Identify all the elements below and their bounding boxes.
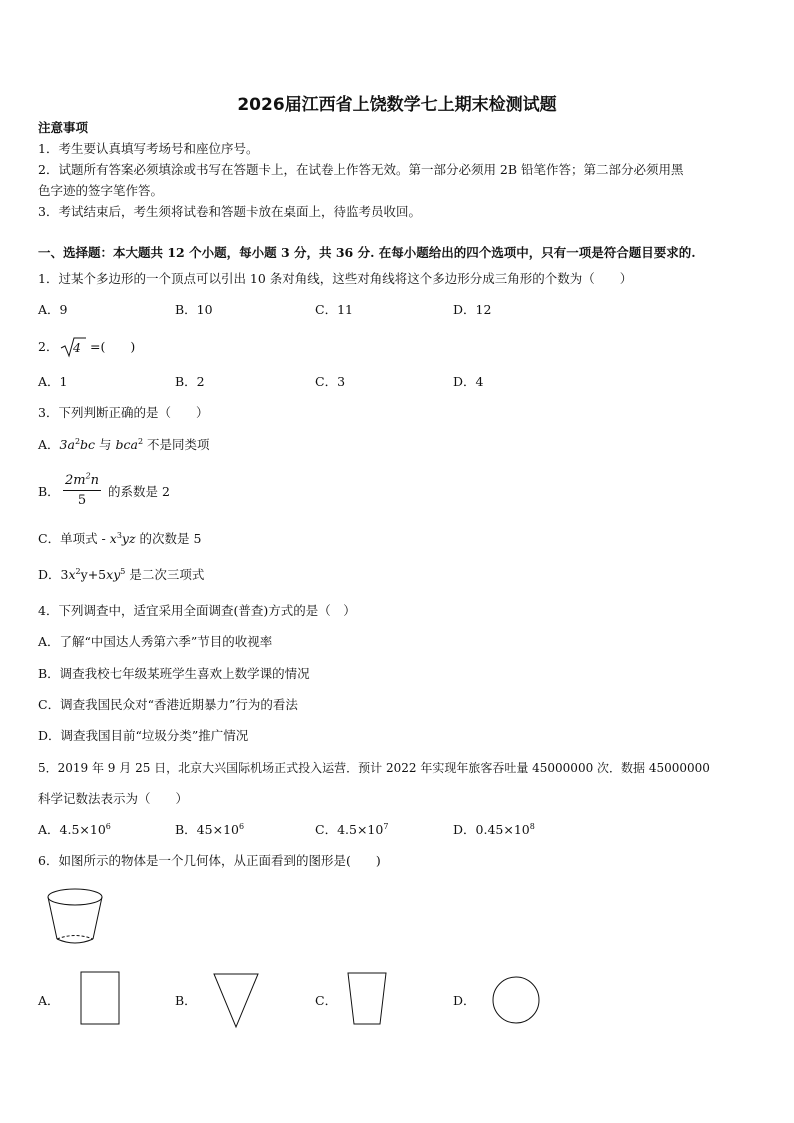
inverted-triangle-shape — [212, 972, 260, 1030]
q3-a-term1: 3a — [59, 437, 75, 452]
q3-option-d — [38, 567, 204, 583]
q3-a-term4: bca — [115, 437, 138, 452]
q3-a-label: A． — [38, 437, 60, 452]
q1-option-d: D．12 — [453, 302, 492, 317]
q3-option-a — [38, 437, 210, 453]
q3-a-exp1: 2 — [74, 436, 81, 446]
q5-option-d — [453, 822, 535, 838]
q2-tail: =( ) — [90, 339, 136, 354]
q3-b-tail: 的系数是 2 — [108, 484, 170, 499]
circle-shape — [491, 975, 541, 1025]
q4-option-c: C．调查我国民众对“香港近期暴力”行为的看法 — [38, 697, 298, 712]
q4-option-b: B．调查我校七年级某班学生喜欢上数学课的情况 — [38, 666, 310, 681]
q3-d-xy: xy — [106, 567, 121, 582]
q3-c-tail: 的次数是 5 — [135, 531, 202, 546]
q6-option-a: A． — [38, 993, 60, 1008]
notice-item-2-cont: 色字迹的签字笔作答。 — [38, 183, 164, 198]
q4-option-d: D．调查我国目前“垃圾分类”推广情况 — [38, 728, 249, 743]
q3-c-exp: 3 — [116, 530, 122, 540]
q5-a-base: A．4.5×10 — [38, 822, 106, 837]
q3-d-label: D．3 — [38, 567, 69, 582]
q5-a-exp: 6 — [105, 821, 111, 831]
rectangle-shape — [80, 971, 122, 1027]
notice-item-1: 1．考生要认真填写考场号和座位序号。 — [38, 141, 259, 156]
q3-d-tail: 是二次三项式 — [125, 567, 205, 582]
notice-item-3: 3．考试结束后，考生须将试卷和答题卡放在桌面上，待监考员收回。 — [38, 204, 421, 219]
q2-option-b: B．2 — [175, 374, 205, 389]
q5-b-base: B．45×10 — [175, 822, 239, 837]
q5-option-b — [175, 822, 244, 838]
q1-option-c: C．11 — [315, 302, 353, 317]
q3-d-x: x — [68, 567, 76, 582]
cup-solid-figure — [44, 885, 106, 947]
q4-stem: 4．下列调查中，适宜采用全面调查(普查)方式的是（ ） — [38, 603, 356, 618]
page-title: 2026届江西省上饶数学七上期末检测试题 — [237, 95, 557, 115]
q1-option-a: A．9 — [38, 302, 68, 317]
q1-option-b: B．10 — [175, 302, 213, 317]
q3-a-exp2: 2 — [137, 436, 144, 446]
q3-b-numerator — [63, 473, 101, 488]
q2-option-a: A．1 — [38, 374, 68, 389]
q2-option-c: C．3 — [315, 374, 346, 389]
q5-c-exp: 7 — [383, 821, 389, 831]
q5-stem-line1: 5．2019 年 9 月 25 日，北京大兴国际机场正式投入运营．预计 2022 年实现年旅客吞吐量 45000000 次．数据 45000000 — [38, 761, 710, 775]
q5-d-base: D．0.45×10 — [453, 822, 530, 837]
notice-heading: 注意事项 — [38, 120, 89, 135]
q3-option-c — [38, 531, 201, 547]
q3-b-fraction — [63, 473, 101, 508]
q6-stem: 6．如图所示的物体是一个几何体，从正面看到的图形是( ) — [38, 853, 381, 868]
q3-b-num: 2m — [64, 473, 86, 488]
q5-stem-line2: 科学记数法表示为（ ） — [38, 791, 189, 806]
q3-a-conj: 与 — [95, 437, 116, 452]
fraction-bar — [63, 490, 101, 491]
q2-number: 2． — [38, 339, 59, 354]
q5-option-c — [315, 822, 388, 838]
q3-d-exp2: 5 — [120, 566, 126, 576]
q3-c-label: C．单项式 - — [38, 531, 110, 546]
q6-option-b: B． — [175, 993, 197, 1008]
q3-a-term2: bc — [80, 437, 96, 452]
q5-c-base: C．4.5×10 — [315, 822, 384, 837]
q3-b-denominator: 5 — [77, 493, 87, 508]
q2-radicand: 4 — [73, 340, 81, 355]
q3-d-mid: y+5 — [80, 567, 107, 582]
q3-stem: 3．下列判断正确的是（ ） — [38, 405, 209, 420]
q2-option-d: D．4 — [453, 374, 484, 389]
q1-stem: 1．过某个多边形的一个顶点可以引出 10 条对角线，这些对角线将这个多边形分成三角形的个数为（ ） — [38, 271, 633, 286]
q6-option-d: D． — [453, 993, 476, 1008]
q3-d-exp1: 2 — [75, 566, 81, 576]
q3-c-x: x — [109, 531, 117, 546]
section-heading: 一、选择题：本大题共 12 个小题，每小题 3 分，共 36 分. 在每小题给出的四个选项中，只有一项是符合题目要求的. — [38, 245, 696, 260]
q3-c-yz: yz — [121, 531, 136, 546]
q3-b-num-exp: 2 — [85, 471, 91, 481]
q5-d-exp: 8 — [529, 821, 535, 831]
notice-item-2: 2．试题所有答案必须填涂或书写在答题卡上，在试卷上作答无效。第一部分必须用 2B 铅笔作答；第二部分必须用黑 — [38, 162, 684, 177]
trapezoid-shape — [346, 971, 388, 1027]
q3-b-label: B． — [38, 484, 60, 499]
q5-option-a — [38, 822, 111, 838]
q5-b-exp: 6 — [238, 821, 245, 831]
q4-option-a: A．了解“中国达人秀第六季”节目的收视率 — [38, 634, 273, 649]
q6-option-c: C． — [315, 993, 338, 1008]
q3-b-num2: n — [90, 473, 100, 488]
q3-a-tail: 不是同类项 — [143, 437, 210, 452]
